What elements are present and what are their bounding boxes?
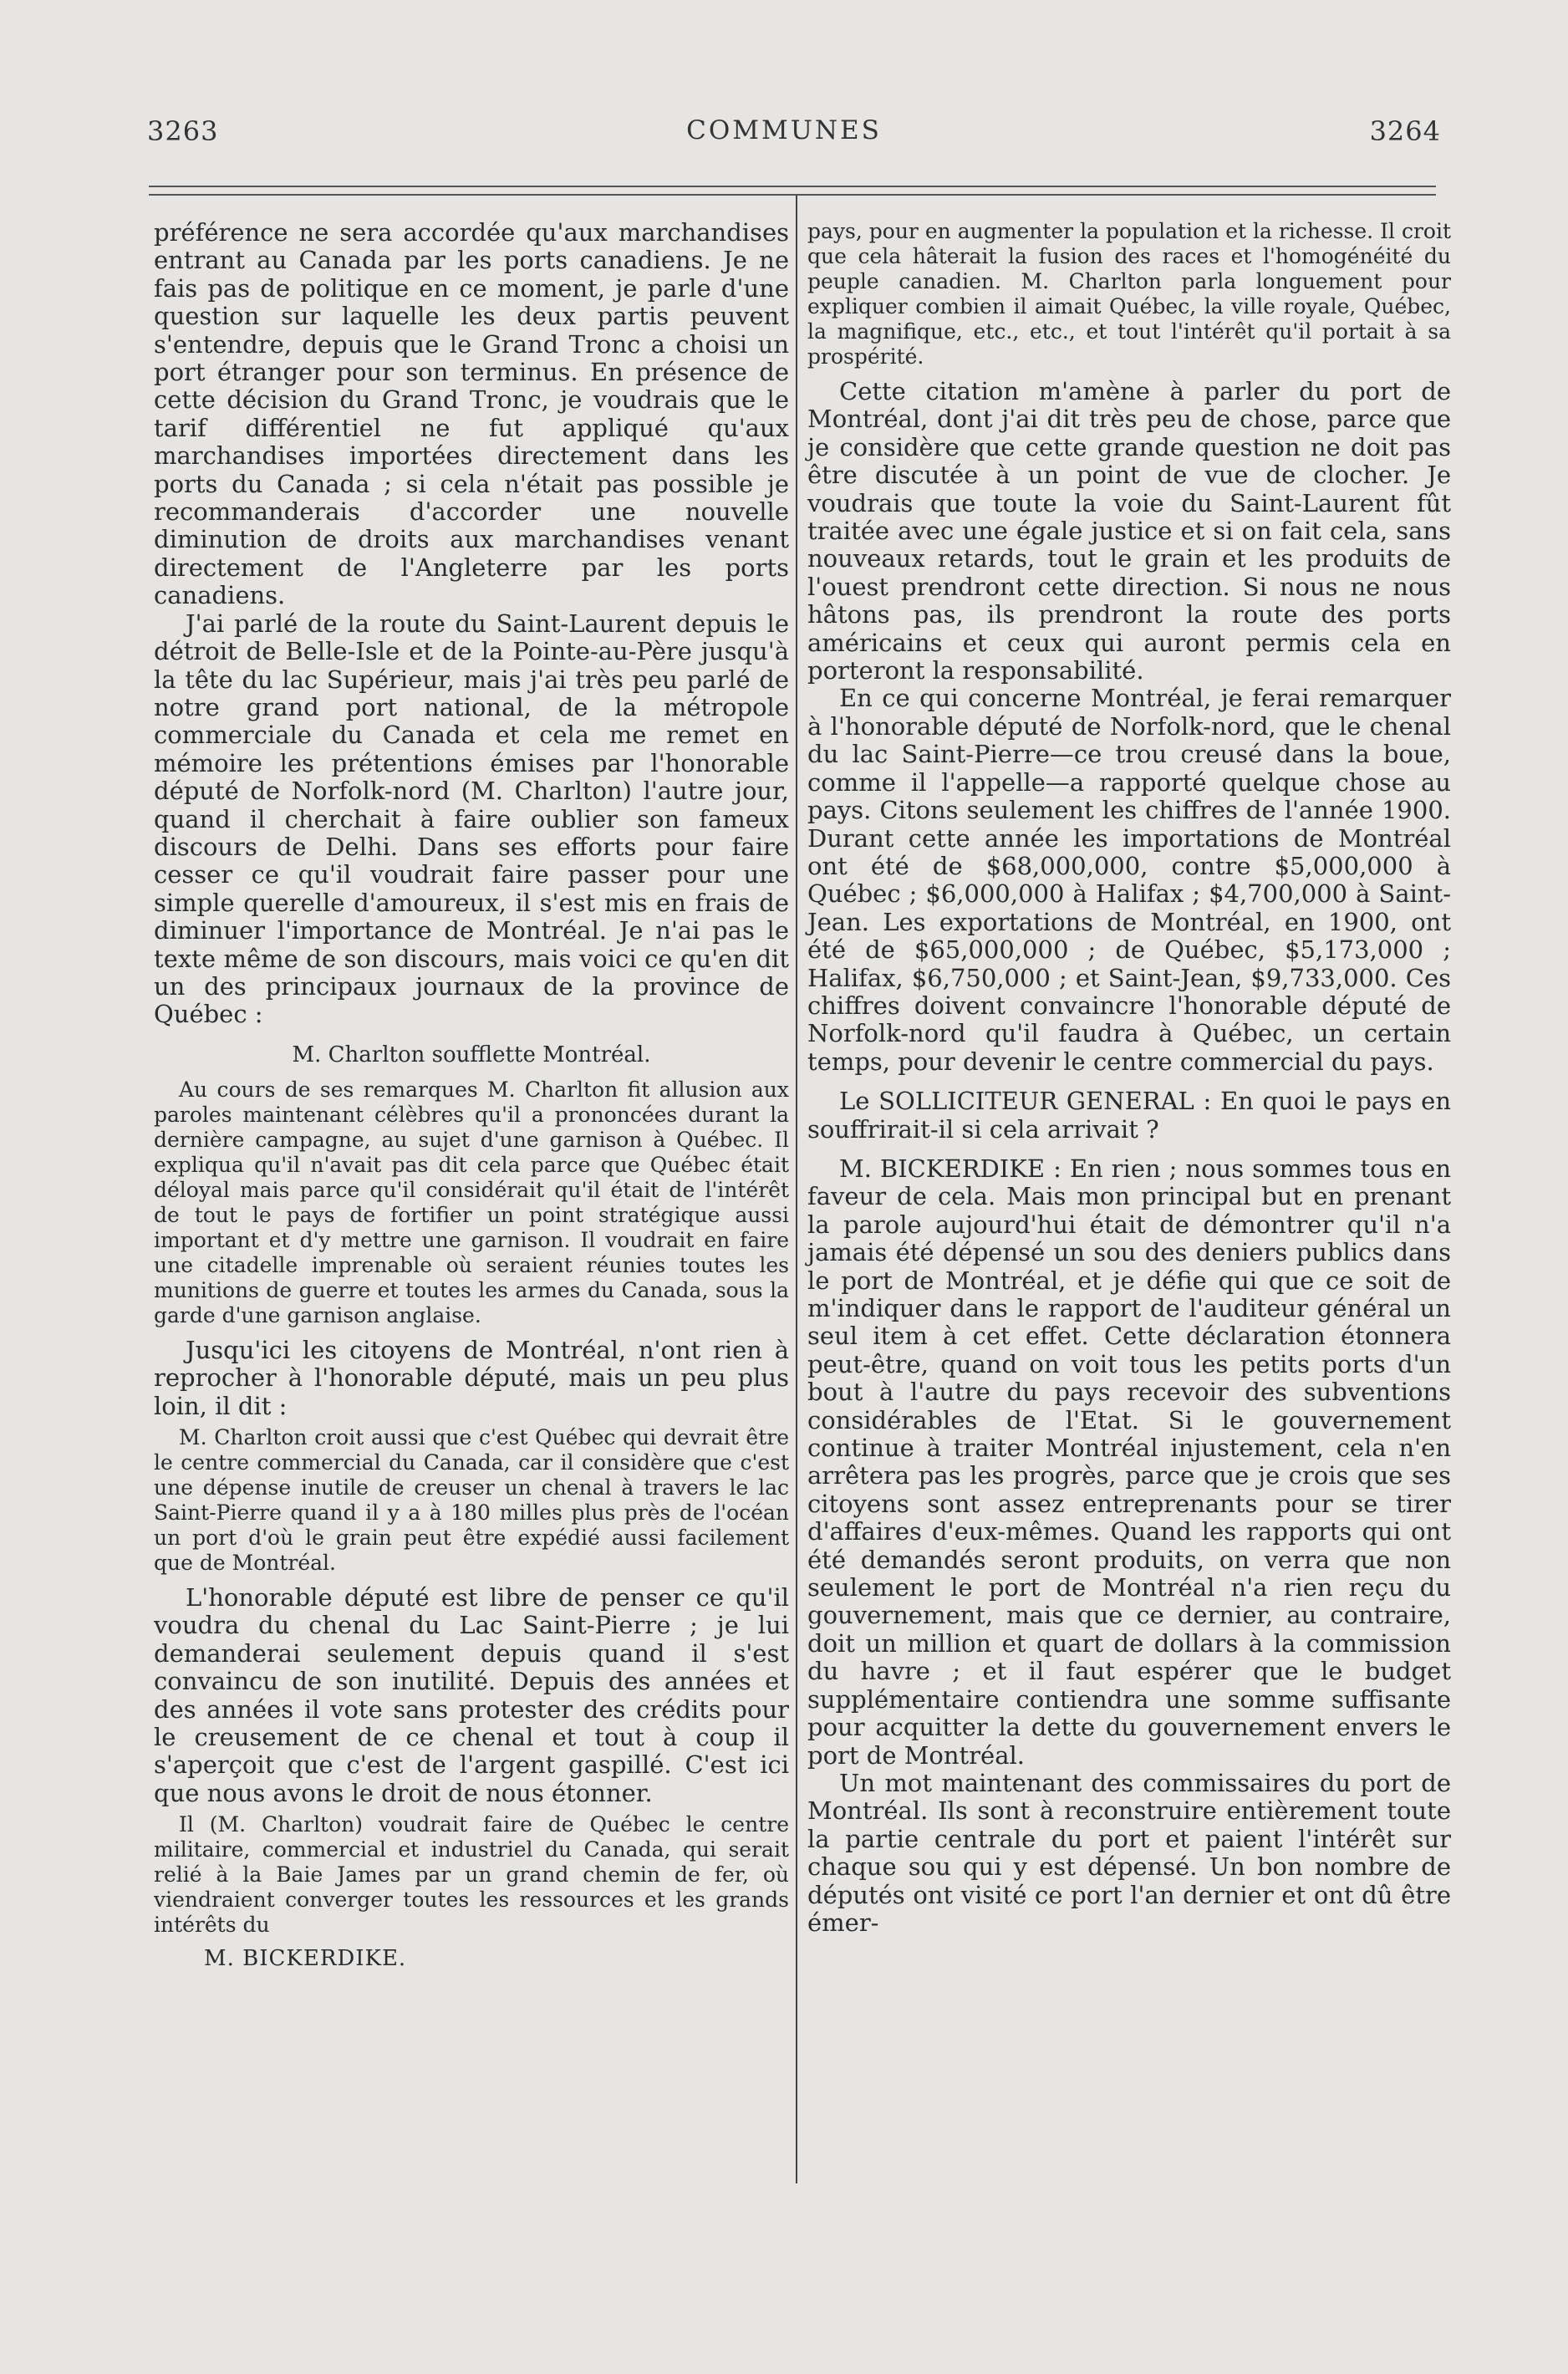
column-divider <box>796 196 797 2183</box>
paragraph: Cette citation m'amène à parler du port de Montréal, dont j'ai dit très peu de chose, parce que je considère que cette grande question ne doit pas être discutée à un point de vue de clocher. Je voudrais que toute la voie du Saint-Laurent fût traitée avec une égale justice et si on fait cela, sans nouveaux retards, tout le grain et les produits de l'ouest prendront cette direction. Si nous ne nous hâtons pas, ils prendront la route des ports américains et ceux qui auront permis cela en porteront la responsabilité. <box>807 377 1451 685</box>
paragraph: préférence ne sera accordée qu'aux marchandises entrant au Canada par les ports canadiens. Je ne fais pas de politique en ce moment, je parle d'une question sur laquelle les deux partis peuvent s'entendre, depuis que le Grand Tronc a choisi un port étranger pour son terminus. En présence de cette décision du Grand Tronc, je voudrais que le tarif différentiel ne fut appliqué qu'aux marchandises importées directement dans les ports du Canada ; si cela n'était pas possible je recommanderais d'accorder une nouvelle diminution de droits aux marchandises venant directement de l'Angleterre par les ports canadiens. <box>154 218 789 610</box>
paragraph: Un mot maintenant des commissaires du port de Montréal. Ils sont à reconstruire entièrement toute la partie centrale du port et paient l'intérêt sur chaque sou qui y est dépensé. Un bon nombre de députés ont visité ce port l'an dernier et ont dû être émer- <box>807 1768 1451 1937</box>
header-rule-bottom <box>149 194 1436 196</box>
speaker-footer: M. BICKERDIKE. <box>204 1946 407 1972</box>
quoted-passage: M. Charlton croit aussi que c'est Québec qui devrait être le centre commercial du Canada, car il considère que c'est une dépense inutile de creuser un chenal à travers le lac Saint-Pierre quand il y a à 180 milles plus près de l'océan un port d'où le grain peut être expédié aussi facilement que de Montréal. <box>154 1425 789 1575</box>
right-column <box>807 219 1451 1937</box>
quoted-passage: Au cours de ses remarques M. Charlton fit allusion aux paroles maintenant célèbres qu'il a prononcées durant la dernière campagne, au sujet d'une garnison à Québec. Il expliqua qu'il n'avait pas dit cela parce que Québec était déloyal mais parce qu'il considérait qu'il était de l'intérêt de tout le pays de fortifier un point stratégique aussi important et d'y mettre une garnison. Il voudrait en faire une citadelle imprenable où seraient réunies toutes les munitions de guerre et toutes les armes du Canada, sous la garde d'une garnison anglaise. <box>154 1077 789 1327</box>
paragraph: L'honorable député est libre de penser ce qu'il voudra du chenal du Lac Saint-Pierre ; je lui demanderai seulement depuis quand il s'est convaincu de son inutilité. Depuis des années et des années il vote sans protester des crédits pour le creusement de ce chenal et tout à coup il s'aperçoit que c'est de l'argent gaspillé. C'est ici que nous avons le droit de nous étonner. <box>154 1583 789 1807</box>
paragraph: J'ai parlé de la route du Saint-Laurent depuis le détroit de Belle-Isle et de la Pointe-au-Père jusqu'à la tête du lac Supérieur, mais j'ai très peu parlé de notre grand port national, de la métropole commerciale du Canada et cela me remet en mémoire les prétentions émises par l'honorable député de Norfolk-nord (M. Charlton) l'autre jour, quand il cherchait à faire oublier son fameux discours de Delhi. Dans ses efforts pour faire cesser ce qu'il voudrait faire passer pour une simple querelle d'amoureux, il s'est mis en frais de diminuer l'importance de Montréal. Je n'ai pas le texte même de son discours, mais voici ce qu'en dit un des principaux journaux de la province de Québec : <box>154 609 789 1029</box>
paragraph: M. BICKERDIKE : En rien ; nous sommes tous en faveur de cela. Mais mon principal but en prenant la parole aujourd'hui était de démontrer qu'il n'a jamais été dépensé un sou des deniers publics dans le port de Montréal, et je défie qui que ce soit de m'indiquer dans le rapport de l'auditeur général un seul item à cet effet. Cette déclaration étonnera peut-être, quand on voit tous les petits ports d'un bout à l'autre du pays recevoir des subventions considérables de l'Etat. Si le gouvernement continue à traiter Montréal injustement, cela n'en arrêtera pas les progrès, parce que je crois que ses citoyens sont assez entreprenants pour se tirer d'affaires d'eux-mêmes. Quand les rapports qui ont été demandés seront produits, on verra que non seulement le port de Montréal n'a rien reçu du gouvernement, mais que ce dernier, au contraire, doit un million et quart de dollars à la commission du havre ; et il faut espérer que le budget supplémentaire contiendra une somme suffisante pour acquitter la dette du gouvernement envers le port de Montréal. <box>807 1154 1451 1770</box>
paragraph: En ce qui concerne Montréal, je ferai remarquer à l'honorable député de Norfolk-nord, que le chenal du lac Saint-Pierre—ce trou creusé dans la boue, comme il l'appelle—a rapporté quelque chose au pays. Citons seulement les chiffres de l'année 1900. Durant cette année les importations de Montréal ont été de $68,000,000, contre $5,000,000 à Québec ; $6,000,000 à Halifax ; $4,700,000 à Saint-Jean. Les exportations de Montréal, en 1900, ont été de $65,000,000 ; de Québec, $5,173,000 ; Halifax, $6,750,000 ; et Saint-Jean, $9,733,000. Ces chiffres doivent convaincre l'honorable député de Norfolk-nord qu'il faudra à Québec, un certain temps, pour devenir le centre commercial du pays. <box>807 684 1451 1076</box>
running-title: COMMUNES <box>686 115 882 145</box>
quote-headline: M. Charlton soufflette Montréal. <box>292 1042 651 1067</box>
quoted-passage: pays, pour en augmenter la population et la richesse. Il croit que cela hâterait la fusion des races et l'homogénéité du peuple canadien. M. Charlton parla longuement pour expliquer combien il aimait Québec, la ville royale, Québec, la magnifique, etc., etc., et tout l'intérêt qu'il portait à sa prospérité. <box>807 219 1451 369</box>
paragraph: Jusqu'ici les citoyens de Montréal, n'ont rien à reprocher à l'honorable député, mais un peu plus loin, il dit : <box>154 1335 789 1420</box>
page-number-left: 3263 <box>147 115 219 147</box>
left-column <box>154 219 789 1971</box>
paragraph: Le SOLLICITEUR GENERAL : En quoi le pays en souffrirait-il si cela arrivait ? <box>807 1087 1451 1144</box>
header-rule-top <box>149 186 1436 187</box>
page-number-right: 3264 <box>1369 115 1441 147</box>
quoted-passage: Il (M. Charlton) voudrait faire de Québec le centre militaire, commercial et industriel du Canada, qui serait relié à la Baie James par un grand chemin de fer, où viendraient converger toutes les ressources et les grands intérêts du <box>154 1812 789 1938</box>
